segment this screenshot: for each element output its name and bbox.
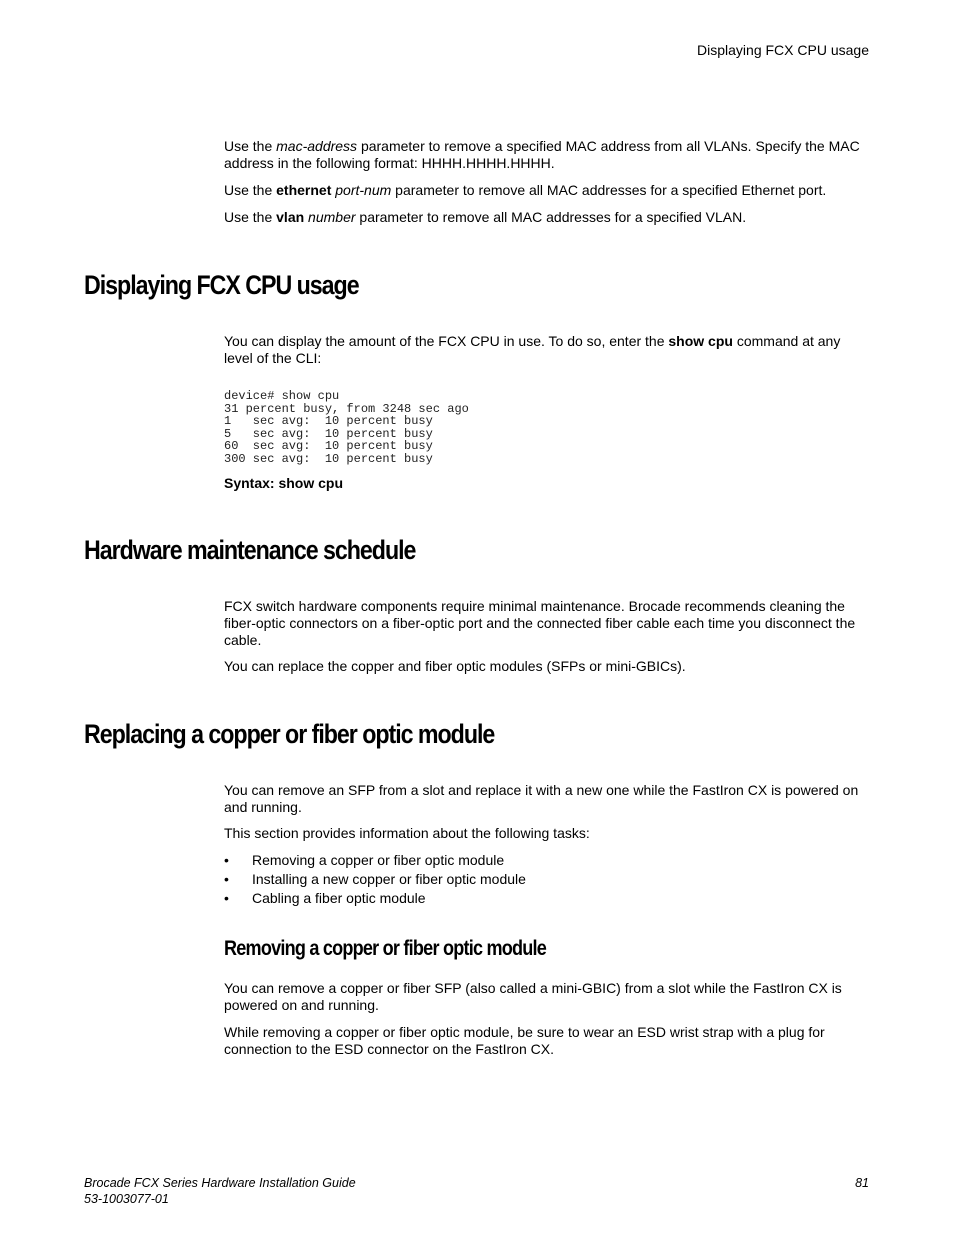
bullet-mark: • xyxy=(224,890,229,906)
footer-page-number: 81 xyxy=(855,1176,869,1190)
list-item-text: Removing a copper or fiber optic module xyxy=(252,852,505,868)
maintenance-paragraph-1: FCX switch hardware components require minimal maintenance. Brocade recommends cleaning the fiber-optic connectors on a fiber-optic port and the connected fiber cable each time you disconnect the cable. xyxy=(224,598,856,648)
keyword-ethernet: ethernet xyxy=(276,182,332,198)
remove-paragraph-1: You can remove a copper or fiber SFP (also called a mini-GBIC) from a slot while the FastIron CX is powered on and running. xyxy=(224,980,842,1013)
footer-doc-number: 53-1003077-01 xyxy=(84,1192,169,1206)
heading-maintenance-schedule: Hardware maintenance schedule xyxy=(84,535,416,565)
heading-replacing-module: Replacing a copper or fiber optic module xyxy=(84,719,495,749)
param-port-num: port-num xyxy=(335,182,392,198)
bullet-mark: • xyxy=(224,852,229,868)
keyword-vlan: vlan xyxy=(276,209,305,225)
param-mac-address: mac-address xyxy=(276,138,358,154)
cli-output-block: device# show cpu 31 percent busy, from 3248 sec ago 1 sec avg: 10 percent busy 5 sec avg: 10 percent busy 60 sec avg: 10 percent busy 300 sec avg: 10 percent busy xyxy=(224,389,469,466)
replace-paragraph-1: You can remove an SFP from a slot and replace it with a new one while the FastIron CX is powered on and running. xyxy=(224,782,859,815)
param-number: number xyxy=(308,209,356,225)
cpu-paragraph: You can display the amount of the FCX CPU in use. To do so, enter the show cpu command at any level of the CLI: xyxy=(224,333,841,366)
bullet-mark: • xyxy=(224,871,229,887)
running-header: Displaying FCX CPU usage xyxy=(697,42,869,58)
syntax-line: Syntax: show cpu xyxy=(224,475,344,491)
replace-paragraph-2: This section provides information about the following tasks: xyxy=(224,825,590,841)
command-show-cpu: show cpu xyxy=(668,333,733,349)
list-item-text: Cabling a fiber optic module xyxy=(252,890,426,906)
remove-paragraph-2: While removing a copper or fiber optic module, be sure to wear an ESD wrist strap with a plug for connection to the ESD connector on the FastIron CX. xyxy=(224,1024,825,1057)
heading-cpu-usage: Displaying FCX CPU usage xyxy=(84,270,359,300)
footer-doc-title: Brocade FCX Series Hardware Installation Guide xyxy=(84,1176,356,1190)
maintenance-paragraph-2: You can replace the copper and fiber optic modules (SFPs or mini-GBICs). xyxy=(224,658,686,674)
intro-paragraph-ethernet: Use the ethernet port-num parameter to remove all MAC addresses for a specified Ethernet port. xyxy=(224,182,827,198)
subheading-removing-module: Removing a copper or fiber optic module xyxy=(224,937,547,960)
intro-paragraph-mac-address: Use the mac-address parameter to remove a specified MAC address from all VLANs. Specify the MAC address in the following format: HHHH.HHHH.HHHH. xyxy=(224,138,860,171)
list-item-text: Installing a new copper or fiber optic module xyxy=(252,871,526,887)
intro-paragraph-vlan: Use the vlan number parameter to remove all MAC addresses for a specified VLAN. xyxy=(224,209,747,225)
